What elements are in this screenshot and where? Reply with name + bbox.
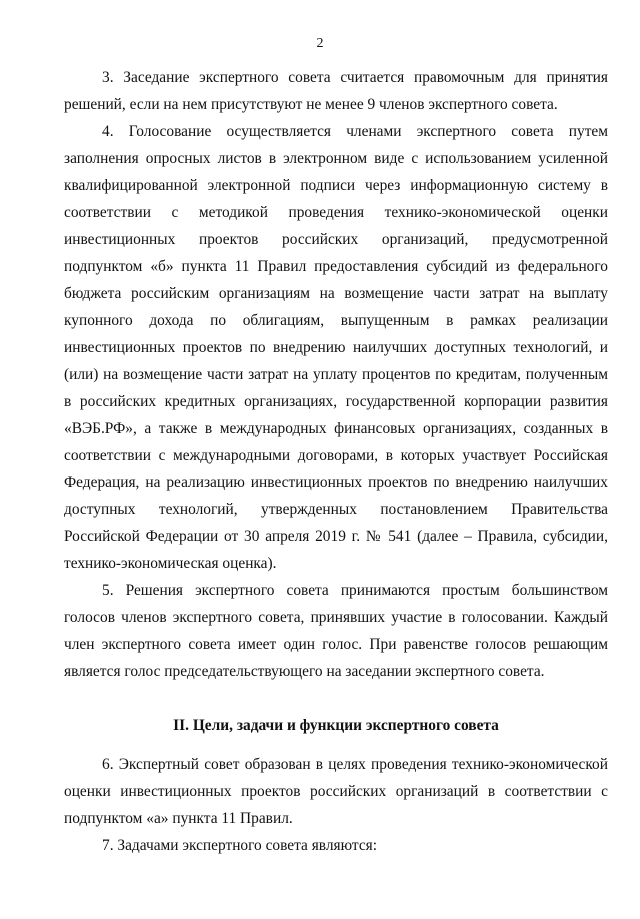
paragraph-7: 7. Задачами экспертного совета являются: <box>102 837 378 854</box>
section-heading: II. Цели, задачи и функции экспертного совета <box>173 717 499 734</box>
document-body <box>64 64 608 859</box>
paragraph-6: 6. Экспертный совет образован в целях проведения технико-экономической оценки инвестиционных проектов российских организаций в соответствии с подпунктом «а» пункта 11 Правил. <box>64 756 608 827</box>
page-number: 2 <box>316 36 324 51</box>
paragraph-3: 3. Заседание экспертного совета считается правомочным для принятия решений, если на нем присутствуют не менее 9 членов экспертного совета. <box>64 69 608 113</box>
paragraph-4: 4. Голосование осуществляется членами экспертного совета путем заполнения опросных листов в электронном виде с использованием усиленной квалифицированной электронной подписи через информационную систему в соответствии с методикой проведения технико-экономической оценки инвестиционных проектов российских организаций, предусмотренной подпунктом «б» пункта 11 Правил предоставления субсидий из федерального бюджета российским организациям на возмещение части затрат на выплату купонного дохода по облигациям, выпущенным в рамках реализации инвестиционных проектов по внедрению наилучших доступных технологий, и (или) на возмещение части затрат на уплату процентов по кредитам, полученным в российских кредитных организациях, государственной корпорации развития «ВЭБ.РФ», а также в международных финансовых организациях, созданных в соответствии с международными договорами, в которых участвует Российская Федерация, на реализацию инвестиционных проектов по внедрению наилучших доступных технологий, утвержденных постановлением Правительства Российской Федерации от 30 апреля 2019 г. № 541 (далее – Правила, субсидии, технико-экономическая оценка). <box>64 123 608 572</box>
paragraph-5: 5. Решения экспертного совета принимаются простым большинством голосов членов экспертного совета, принявших участие в голосовании. Каждый член экспертного совета имеет один голос. При равенстве голосов решающим является голос председательствующего на заседании экспертного совета. <box>64 582 608 680</box>
